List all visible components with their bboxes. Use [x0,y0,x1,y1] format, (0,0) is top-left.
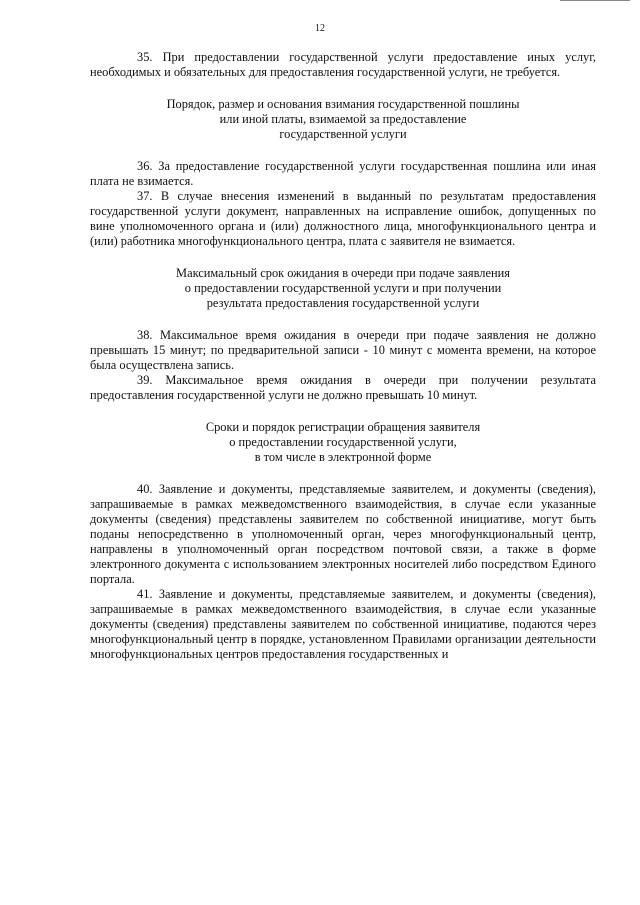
page-number: 12 [315,23,325,34]
paragraph-35: 35. При предоставлении государственной услуги предоставление иных услуг, необходимых и обязательных для предоставления государственной услуги, не требуется. [90,50,596,79]
section-heading-fee: Порядок, размер и основания взимания государственной пошлины или иной платы, взимаемой за предоставление государственной услуги [166,97,520,141]
paragraph-38: 38. Максимальное время ожидания в очереди при подаче заявления не должно превышать 15 минут; по предварительной записи - 10 минут с момента времени, на которое была осуществлена запись. [90,328,596,372]
section-heading-queue: Максимальный срок ожидания в очереди при подаче заявления о предоставлении государственной услуги и при получении результата предоставления государственной услуги [176,266,510,310]
section-heading-registration: Сроки и порядок регистрации обращения заявителя о предоставлении государственной услуги, в том числе в электронной форме [205,420,481,464]
paragraph-37: 37. В случае внесения изменений в выданный по результатам предоставления государственной услуги документ, направленных на исправление ошибок, допущенных по вине уполномоченного органа и (или) должностного лица, многофункционального центра и (или) работника многофункционального центра, плата с заявителя не взимается. [90,189,596,248]
paragraph-41: 41. Заявление и документы, представляемые заявителем, и документы (сведения), запрашиваемые в рамках межведомственного взаимодействия, в случае если указанные документы (сведения) представлены заявителем по собственной инициативе, подаются через многофункциональный центр в порядке, установленном Правилами организации деятельности многофункциональных центров предоставления государственных и [90,587,596,661]
document-body [90,50,596,662]
paragraph-39: 39. Максимальное время ожидания в очереди при получении результата предоставления государственной услуги не должно превышать 10 минут. [90,373,596,402]
paragraph-40: 40. Заявление и документы, представляемые заявителем, и документы (сведения), запрашиваемые в рамках межведомственного взаимодействия, в случае если указанные документы (сведения) представлены заявителем по собственной инициативе, могут быть поданы непосредственно в уполномоченный орган, через многофункциональный центр, направлены в уполномоченный орган посредством почтовой связи, а также в форме электронного документа с использованием электронных носителей либо посредством Единого портала. [90,482,596,586]
scan-edge-line [560,0,630,1]
paragraph-36: 36. За предоставление государственной услуги государственная пошлина или иная плата не взимается. [90,159,596,188]
